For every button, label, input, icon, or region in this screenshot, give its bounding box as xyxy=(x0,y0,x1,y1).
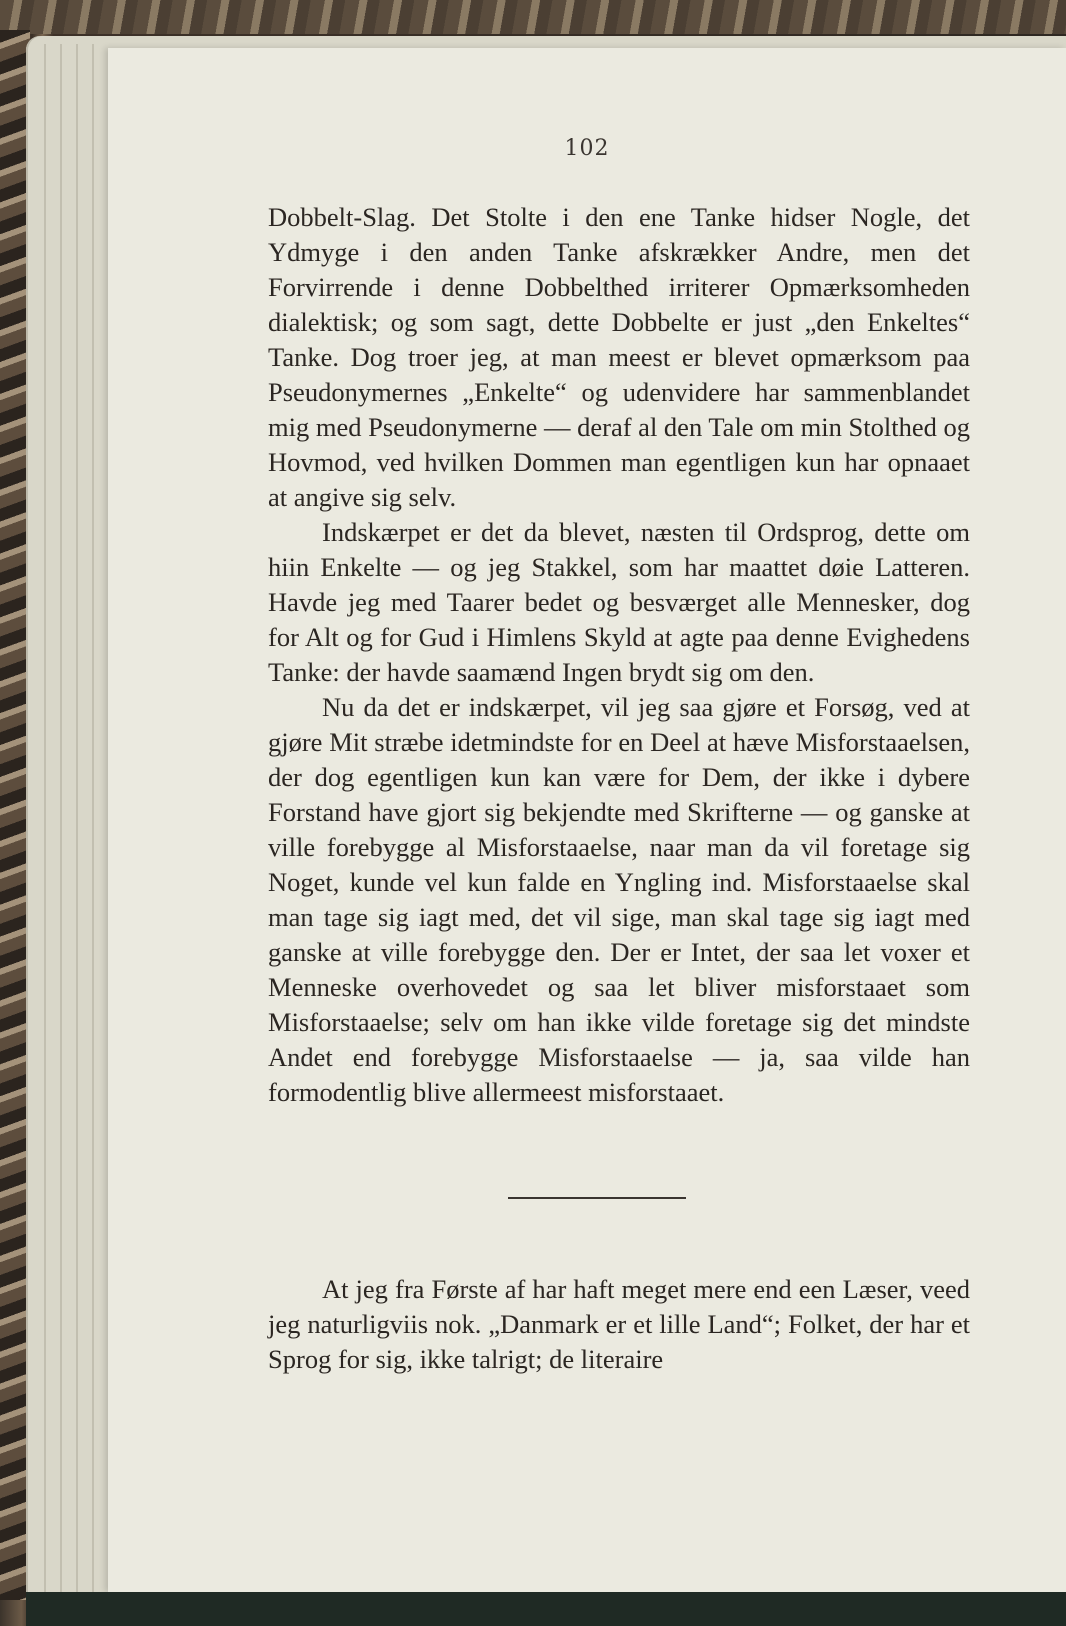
paragraph: Dobbelt-Slag. Det Stolte i den ene Tanke hidser Nogle, det Ydmyge i den anden Tanke afskrækker Andre, men det Forvirrende i denne Dobbelthed irriterer Opmærksomheden dialektisk; og som sagt, dette Dobbelte er just „den Enkeltes“ Tanke. Dog troer jeg, at man meest er blevet opmærksom paa Pseudonymernes „Enkelte“ og udenvidere har sammenblandet mig med Pseudonymerne — deraf al den Tale om min Stolthed og Hovmod, ved hvilken Dommen man egentligen kun har opnaaet at angive sig selv. xyxy=(268,202,970,512)
body-text xyxy=(268,200,970,1110)
body-text-after-rule xyxy=(268,1272,970,1377)
paragraph: Indskærpet er det da blevet, næsten til Ordsprog, dette om hiin Enkelte — og jeg Stakkel, som har maattet døie Latteren. Havde jeg med Taarer bedet og besværget alle Mennesker, dog for Alt og for Gud i Himlens Skyld at agte paa denne Evighedens Tanke: der havde saamænd Ingen brydt sig om den. xyxy=(268,517,970,687)
marbled-cover-edge xyxy=(0,0,1066,34)
paragraph: Nu da det er indskærpet, vil jeg saa gjøre et Forsøg, ved at gjøre Mit stræbe idetmindste for en Deel at hæve Misforstaaelsen, der dog egentligen kun kan være for Dem, der ikke i dybere Forstand have gjort sig bekjendte med Skrifterne — og ganske at ville forebygge al Misforstaaelse, naar man da vil foretage sig Noget, kunde vel kun falde en Yngling ind. Misforstaaelse skal man tage sig iagt med, det vil sige, man skal tage sig iagt med ganske at ville forebygge den. Der er Intet, der saa let voxer et Menneske overhovedet og saa let bliver misforstaaet som Misforstaaelse; selv om han ikke vilde foretage sig det mindste Andet end forebygge Misforstaaelse — ja, saa vilde han formodentlig blive allermeest misforstaaet. xyxy=(268,692,970,1107)
section-divider xyxy=(508,1197,686,1199)
page-edge-line xyxy=(60,44,62,1594)
book-page xyxy=(108,48,1066,1592)
bottom-background xyxy=(26,1592,1066,1626)
page-number: 102 xyxy=(564,136,610,161)
page-edge-line xyxy=(76,44,78,1594)
page-edge-line xyxy=(44,44,46,1594)
page-edge-line xyxy=(92,44,94,1594)
paragraph: At jeg fra Første af har haft meget mere end een Læser, veed jeg naturligviis nok. „Danmark er et lille Land“; Folket, der har et Sprog for sig, ikke talrigt; de literaire xyxy=(268,1274,970,1374)
